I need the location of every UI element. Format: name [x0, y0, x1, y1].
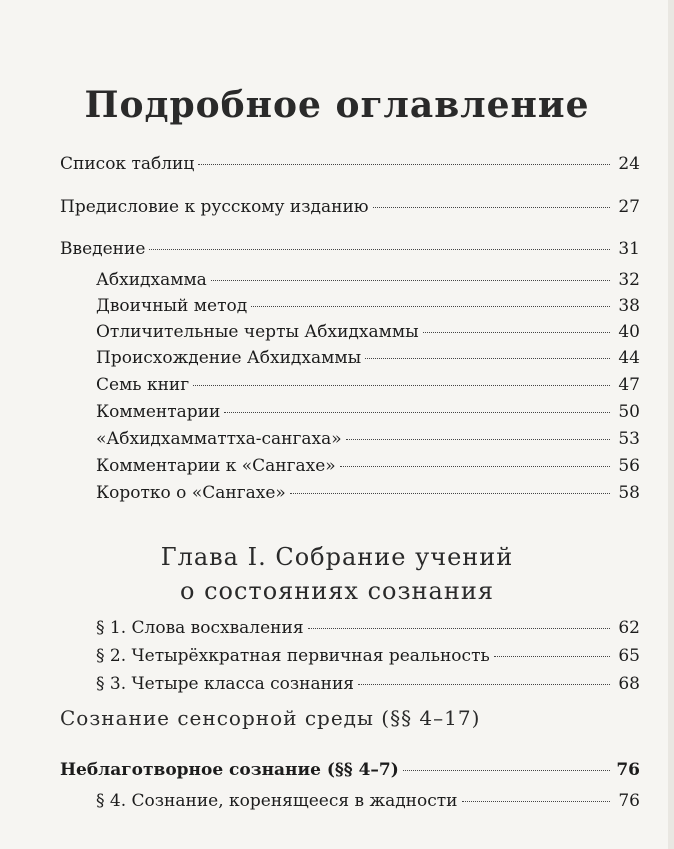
toc-entry-label: Коротко о «Сангахе» — [96, 483, 286, 503]
toc-entry-label: Семь книг — [96, 375, 190, 395]
toc-entry-label: Список таблиц — [60, 154, 195, 174]
toc-entry-page: 24 — [618, 154, 640, 174]
dot-leader — [373, 207, 610, 208]
toc-entry-label: § 2. Четырёхкратная первичная реальность — [96, 646, 490, 666]
toc-entry-page: 76 — [618, 791, 640, 811]
dot-leader — [224, 412, 610, 413]
toc-entry-label: § 4. Сознание, коренящееся в жадности — [96, 791, 458, 811]
dot-leader — [346, 439, 610, 440]
toc-entry-label: Происхождение Абхидхаммы — [96, 348, 362, 368]
toc-entry-label: § 1. Слова восхваления — [96, 618, 304, 638]
toc-entry-page: 32 — [618, 270, 640, 290]
toc-subentry[interactable] — [96, 296, 640, 316]
dot-leader — [423, 332, 610, 333]
toc-entry-page: 58 — [618, 483, 640, 503]
toc-entry-page: 38 — [618, 296, 640, 316]
section-heading: Сознание сенсорной среды (§§ 4–17) — [60, 706, 481, 730]
dot-leader — [149, 249, 610, 250]
toc-entry-label: Комментарии к «Сангахе» — [96, 456, 336, 476]
toc-entry-label: «Абхидхамматтха-сангаха» — [96, 429, 342, 449]
page-edge-shadow — [668, 0, 674, 849]
dot-leader — [494, 656, 610, 657]
toc-entry-label: Комментарии — [96, 402, 221, 422]
toc-entry-page: 31 — [618, 239, 640, 259]
chapter-title-line-2: о состояниях сознания — [180, 577, 494, 605]
dot-leader — [308, 628, 610, 629]
toc-entry-unwholesome[interactable] — [60, 760, 640, 780]
toc-entry-page: 62 — [618, 618, 640, 638]
toc-subentry[interactable] — [96, 429, 640, 449]
toc-entry-page: 40 — [618, 322, 640, 342]
toc-entry-tables[interactable] — [60, 154, 640, 174]
dot-leader — [340, 466, 610, 467]
toc-subentry[interactable] — [96, 348, 640, 368]
toc-entry-introduction[interactable] — [60, 239, 640, 259]
toc-subentry[interactable] — [96, 483, 640, 503]
toc-entry-page: 65 — [618, 646, 640, 666]
toc-entry-label: § 3. Четыре класса сознания — [96, 674, 355, 694]
toc-entry-page: 68 — [618, 674, 640, 694]
toc-entry-page: 76 — [616, 760, 640, 780]
toc-entry-label: Абхидхамма — [96, 270, 207, 290]
dot-leader — [358, 684, 610, 685]
toc-entry-page: 47 — [618, 375, 640, 395]
toc-subentry[interactable] — [96, 270, 640, 290]
toc-entry-label: Отличительные черты Абхидхаммы — [96, 322, 419, 342]
dot-leader — [462, 801, 610, 802]
toc-entry-page: 44 — [618, 348, 640, 368]
dot-leader — [251, 306, 610, 307]
toc-entry-label: Неблаготворное сознание (§§ 4–7) — [60, 760, 399, 780]
toc-entry-label: Введение — [60, 239, 146, 259]
toc-entry-label: Двоичный метод — [96, 296, 248, 316]
toc-subentry[interactable] — [96, 791, 640, 811]
chapter-title-line-1: Глава I. Собрание учений — [160, 543, 514, 571]
toc-subentry[interactable] — [96, 618, 640, 638]
toc-entry-page: 53 — [618, 429, 640, 449]
page-title: Подробное оглавление — [84, 84, 590, 126]
dot-leader — [290, 493, 610, 494]
toc-entry-label: Предисловие к русскому изданию — [60, 197, 369, 217]
toc-subentry[interactable] — [96, 646, 640, 666]
toc-entry-page: 27 — [618, 197, 640, 217]
toc-entry-page: 56 — [618, 456, 640, 476]
toc-subentry[interactable] — [96, 322, 640, 342]
dot-leader — [403, 770, 610, 771]
dot-leader — [198, 164, 610, 165]
toc-entry-page: 50 — [618, 402, 640, 422]
toc-subentry[interactable] — [96, 456, 640, 476]
toc-subentry[interactable] — [96, 402, 640, 422]
toc-subentry[interactable] — [96, 674, 640, 694]
toc-entry-preface[interactable] — [60, 197, 640, 217]
dot-leader — [211, 280, 610, 281]
dot-leader — [193, 385, 610, 386]
dot-leader — [365, 358, 610, 359]
toc-subentry[interactable] — [96, 375, 640, 395]
